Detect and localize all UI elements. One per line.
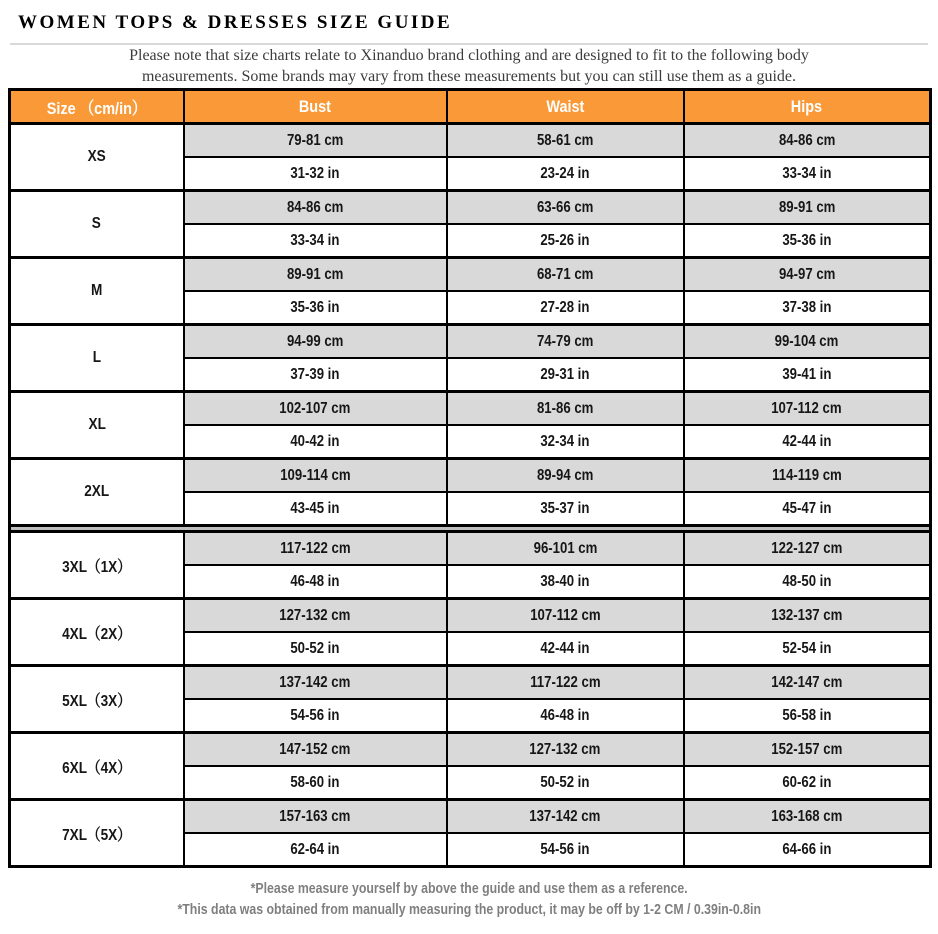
cell-text: 58-61 cm bbox=[536, 131, 594, 149]
size-label: 3XL（1X） bbox=[62, 558, 132, 576]
bust-cm-cell bbox=[184, 800, 447, 834]
intro-note bbox=[0, 45, 938, 87]
size-label: L bbox=[92, 349, 101, 366]
cell-text: 32-34 in bbox=[540, 432, 590, 450]
cell-text: 94-99 cm bbox=[286, 332, 344, 350]
cell-text: 137-142 cm bbox=[279, 673, 351, 691]
size-label-cell bbox=[10, 800, 184, 867]
waist-in-cell bbox=[447, 291, 684, 325]
cell-text: 137-142 cm bbox=[529, 807, 601, 825]
table-row bbox=[10, 733, 931, 767]
waist-cm-cell bbox=[447, 325, 684, 359]
size-label: 5XL（3X） bbox=[62, 692, 132, 710]
bust-cm-cell bbox=[184, 325, 447, 359]
page-title: WOMEN TOPS & DRESSES SIZE GUIDE bbox=[18, 12, 453, 33]
table-header bbox=[10, 90, 931, 124]
cell-text: 50-52 in bbox=[540, 773, 590, 791]
waist-in-cell bbox=[447, 358, 684, 392]
hips-in-cell bbox=[684, 291, 931, 325]
cell-text: 81-86 cm bbox=[536, 399, 594, 417]
size-label-cell bbox=[10, 191, 184, 258]
cell-text: 84-86 cm bbox=[286, 198, 344, 216]
cell-text: 45-47 in bbox=[782, 499, 832, 517]
table-row bbox=[10, 532, 931, 566]
size-label-cell bbox=[10, 532, 184, 599]
size-block-2xl bbox=[10, 459, 931, 526]
waist-cm-cell bbox=[447, 459, 684, 493]
cell-text: 147-152 cm bbox=[279, 740, 351, 758]
hips-in-cell bbox=[684, 565, 931, 599]
waist-in-cell bbox=[447, 833, 684, 867]
cell-text: 109-114 cm bbox=[279, 466, 351, 484]
bust-cm-cell bbox=[184, 532, 447, 566]
cell-text: 37-38 in bbox=[782, 298, 832, 316]
cell-text: 29-31 in bbox=[540, 365, 590, 383]
hips-in-cell bbox=[684, 632, 931, 666]
waist-cm-cell bbox=[447, 733, 684, 767]
table-row bbox=[10, 258, 931, 292]
bust-cm-cell bbox=[184, 459, 447, 493]
cell-text: 62-64 in bbox=[290, 840, 340, 858]
cell-text: 94-97 cm bbox=[778, 265, 835, 283]
cell-text: 142-147 cm bbox=[771, 673, 843, 691]
bust-in-cell bbox=[184, 766, 447, 800]
bust-in-cell bbox=[184, 157, 447, 191]
cell-text: 117-122 cm bbox=[279, 539, 351, 557]
cell-text: 37-39 in bbox=[290, 365, 340, 383]
size-label-cell bbox=[10, 325, 184, 392]
cell-text: 33-34 in bbox=[782, 164, 832, 182]
size-label: S bbox=[92, 215, 102, 232]
hips-cm-cell bbox=[684, 191, 931, 225]
table-row bbox=[10, 666, 931, 700]
cell-text: 42-44 in bbox=[782, 432, 832, 450]
table-row bbox=[10, 392, 931, 426]
cell-text: 68-71 cm bbox=[536, 265, 594, 283]
cell-text: 152-157 cm bbox=[771, 740, 843, 758]
size-label-cell bbox=[10, 392, 184, 459]
footnotes bbox=[0, 879, 938, 921]
hips-cm-cell bbox=[684, 666, 931, 700]
cell-text: 35-36 in bbox=[782, 231, 832, 249]
cell-text: 46-48 in bbox=[290, 572, 340, 590]
table-row bbox=[10, 599, 931, 633]
hips-cm-cell bbox=[684, 459, 931, 493]
bust-cm-cell bbox=[184, 191, 447, 225]
cell-text: 99-104 cm bbox=[774, 332, 839, 350]
cell-text: 79-81 cm bbox=[286, 131, 344, 149]
cell-text: 56-58 in bbox=[782, 706, 832, 724]
cell-text: 43-45 in bbox=[290, 499, 340, 517]
header-waist-label: Waist bbox=[545, 96, 585, 116]
hips-cm-cell bbox=[684, 532, 931, 566]
cell-text: 132-137 cm bbox=[771, 606, 843, 624]
cell-text: 39-41 in bbox=[782, 365, 832, 383]
size-block-xs bbox=[10, 124, 931, 191]
header-size bbox=[10, 90, 184, 124]
header-bust-label: Bust bbox=[298, 96, 332, 116]
cell-text: 107-112 cm bbox=[771, 399, 842, 417]
waist-cm-cell bbox=[447, 599, 684, 633]
bust-in-cell bbox=[184, 565, 447, 599]
cell-text: 63-66 cm bbox=[536, 198, 594, 216]
table-row bbox=[10, 325, 931, 359]
size-block-6xl bbox=[10, 733, 931, 800]
intro-note-line2: measurements. Some brands may vary from these measurements but you can still use them as a guide. bbox=[141, 68, 797, 85]
hips-in-cell bbox=[684, 358, 931, 392]
bust-in-cell bbox=[184, 291, 447, 325]
size-label: 2XL bbox=[84, 483, 110, 500]
waist-in-cell bbox=[447, 699, 684, 733]
bust-in-cell bbox=[184, 699, 447, 733]
size-block-m bbox=[10, 258, 931, 325]
cell-text: 31-32 in bbox=[290, 164, 340, 182]
cell-text: 42-44 in bbox=[540, 639, 590, 657]
header-hips bbox=[684, 90, 931, 124]
footnote-tolerance bbox=[0, 900, 938, 921]
cell-text: 35-37 in bbox=[540, 499, 590, 517]
hips-cm-cell bbox=[684, 258, 931, 292]
cell-text: 96-101 cm bbox=[533, 539, 597, 557]
cell-text: 74-79 cm bbox=[536, 332, 594, 350]
hips-in-cell bbox=[684, 425, 931, 459]
hips-cm-cell bbox=[684, 599, 931, 633]
size-label: 4XL（2X） bbox=[62, 625, 132, 643]
bust-cm-cell bbox=[184, 666, 447, 700]
cell-text: 50-52 in bbox=[290, 639, 340, 657]
hips-cm-cell bbox=[684, 392, 931, 426]
cell-text: 127-132 cm bbox=[279, 606, 351, 624]
waist-cm-cell bbox=[447, 258, 684, 292]
cell-text: 157-163 cm bbox=[279, 807, 351, 825]
bust-cm-cell bbox=[184, 124, 447, 158]
cell-text: 33-34 in bbox=[290, 231, 340, 249]
cell-text: 46-48 in bbox=[540, 706, 590, 724]
hips-in-cell bbox=[684, 157, 931, 191]
cell-text: 64-66 in bbox=[782, 840, 832, 858]
table-row bbox=[10, 191, 931, 225]
size-label: 6XL（4X） bbox=[62, 759, 132, 777]
bust-in-cell bbox=[184, 632, 447, 666]
bust-in-cell bbox=[184, 425, 447, 459]
cell-text: 117-122 cm bbox=[529, 673, 601, 691]
header-size-label: Size （cm/in） bbox=[46, 99, 147, 118]
size-label-cell bbox=[10, 599, 184, 666]
size-block-xl bbox=[10, 392, 931, 459]
header-bust bbox=[184, 90, 447, 124]
hips-in-cell bbox=[684, 833, 931, 867]
hips-in-cell bbox=[684, 766, 931, 800]
hips-in-cell bbox=[684, 224, 931, 258]
waist-in-cell bbox=[447, 632, 684, 666]
waist-in-cell bbox=[447, 565, 684, 599]
cell-text: 35-36 in bbox=[290, 298, 340, 316]
size-label-cell bbox=[10, 258, 184, 325]
cell-text: 89-91 cm bbox=[778, 198, 835, 216]
cell-text: 122-127 cm bbox=[771, 539, 843, 557]
table-row bbox=[10, 459, 931, 493]
cell-text: 163-168 cm bbox=[771, 807, 843, 825]
cell-text: 84-86 cm bbox=[778, 131, 835, 149]
cell-text: 38-40 in bbox=[540, 572, 590, 590]
footnote-measure-reference bbox=[0, 879, 938, 900]
waist-in-cell bbox=[447, 157, 684, 191]
waist-cm-cell bbox=[447, 800, 684, 834]
waist-cm-cell bbox=[447, 392, 684, 426]
cell-text: 54-56 in bbox=[540, 840, 590, 858]
hips-cm-cell bbox=[684, 800, 931, 834]
header-waist bbox=[447, 90, 684, 124]
size-block-4xl bbox=[10, 599, 931, 666]
table-row bbox=[10, 800, 931, 834]
hips-cm-cell bbox=[684, 733, 931, 767]
footnote-text: *This data was obtained from manually measuring the product, it may be off by 1-2 CM / 0.39in-0.8in bbox=[177, 902, 761, 918]
cell-text: 52-54 in bbox=[782, 639, 832, 657]
hips-in-cell bbox=[684, 699, 931, 733]
cell-text: 107-112 cm bbox=[529, 606, 601, 624]
cell-text: 40-42 in bbox=[290, 432, 340, 450]
size-label: M bbox=[91, 282, 103, 299]
cell-text: 58-60 in bbox=[290, 773, 340, 791]
header-hips-label: Hips bbox=[791, 96, 823, 116]
table-row bbox=[10, 124, 931, 158]
size-label-cell bbox=[10, 666, 184, 733]
bust-in-cell bbox=[184, 224, 447, 258]
waist-cm-cell bbox=[447, 191, 684, 225]
waist-in-cell bbox=[447, 224, 684, 258]
waist-cm-cell bbox=[447, 124, 684, 158]
cell-text: 25-26 in bbox=[540, 231, 590, 249]
cell-text: 54-56 in bbox=[290, 706, 340, 724]
size-block-3xl bbox=[10, 532, 931, 599]
bust-cm-cell bbox=[184, 733, 447, 767]
cell-text: 48-50 in bbox=[782, 572, 832, 590]
bust-in-cell bbox=[184, 492, 447, 526]
size-block-5xl bbox=[10, 666, 931, 733]
size-chart-table bbox=[8, 88, 932, 868]
bust-cm-cell bbox=[184, 392, 447, 426]
cell-text: 114-119 cm bbox=[771, 466, 842, 484]
header-row bbox=[10, 90, 931, 124]
cell-text: 27-28 in bbox=[540, 298, 590, 316]
waist-in-cell bbox=[447, 425, 684, 459]
footnote-text: *Please measure yourself by above the guide and use them as a reference. bbox=[250, 881, 688, 897]
size-block-l bbox=[10, 325, 931, 392]
cell-text: 102-107 cm bbox=[279, 399, 351, 417]
cell-text: 60-62 in bbox=[782, 773, 832, 791]
bust-cm-cell bbox=[184, 599, 447, 633]
intro-note-line1: Please note that size charts relate to Xinanduo brand clothing and are designed to fit to the following body bbox=[129, 47, 809, 64]
hips-cm-cell bbox=[684, 325, 931, 359]
waist-cm-cell bbox=[447, 532, 684, 566]
bust-in-cell bbox=[184, 833, 447, 867]
size-label-cell bbox=[10, 459, 184, 526]
size-block-7xl bbox=[10, 800, 931, 867]
size-label: 7XL（5X） bbox=[62, 826, 132, 844]
waist-cm-cell bbox=[447, 666, 684, 700]
size-label-cell bbox=[10, 733, 184, 800]
cell-text: 23-24 in bbox=[540, 164, 590, 182]
bust-in-cell bbox=[184, 358, 447, 392]
cell-text: 89-94 cm bbox=[536, 466, 594, 484]
cell-text: 89-91 cm bbox=[286, 265, 344, 283]
size-block-s bbox=[10, 191, 931, 258]
bust-cm-cell bbox=[184, 258, 447, 292]
hips-in-cell bbox=[684, 492, 931, 526]
waist-in-cell bbox=[447, 492, 684, 526]
cell-text: 127-132 cm bbox=[529, 740, 601, 758]
size-label: XL bbox=[88, 416, 106, 433]
size-label: XS bbox=[87, 148, 106, 165]
size-label-cell bbox=[10, 124, 184, 191]
waist-in-cell bbox=[447, 766, 684, 800]
hips-cm-cell bbox=[684, 124, 931, 158]
